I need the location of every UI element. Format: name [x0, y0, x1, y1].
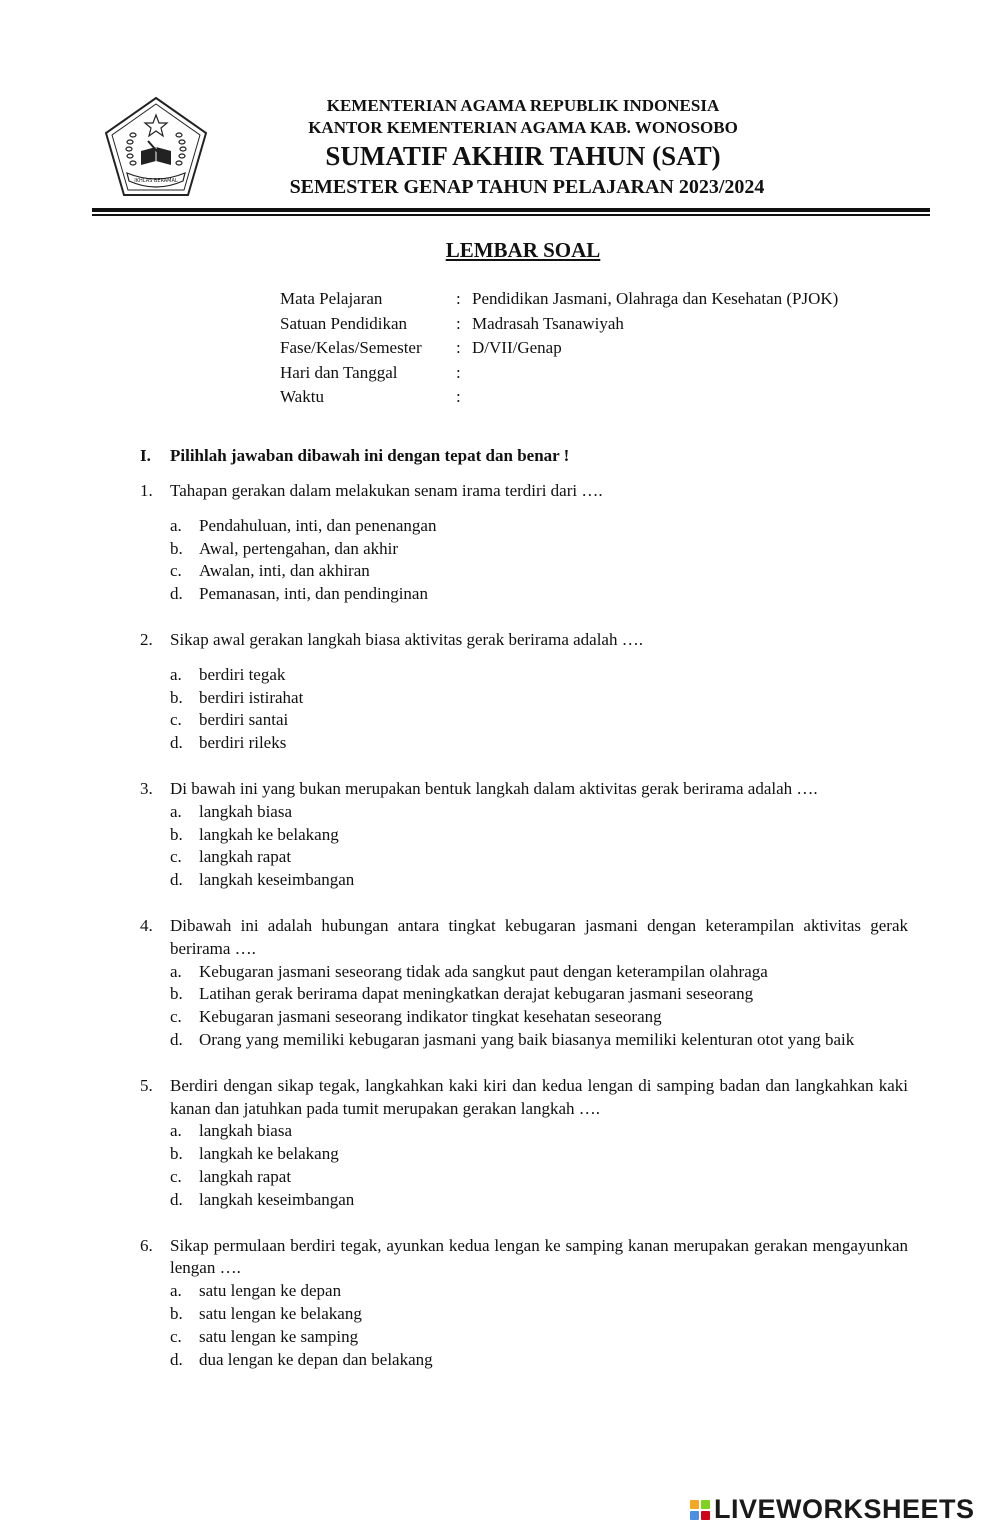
option-text: dua lengan ke depan dan belakang — [199, 1349, 433, 1369]
option-letter: d. — [170, 733, 183, 753]
letterhead — [0, 95, 1000, 201]
header-line-exam: SUMATIF AKHIR TAHUN (SAT) — [325, 141, 721, 171]
header-line-ministry: KEMENTERIAN AGAMA REPUBLIK INDONESIA — [326, 96, 720, 115]
header-line-semester: SEMESTER GENAP TAHUN PELAJARAN 2023/2024 — [289, 176, 765, 198]
question-number: 4. — [140, 915, 153, 935]
option-letter: a. — [170, 961, 182, 981]
option-letter: d. — [170, 1029, 183, 1049]
logo-square — [690, 1500, 699, 1509]
option-letter: d. — [170, 870, 183, 890]
question-6 — [140, 1235, 908, 1372]
option-text: berdiri rileks — [199, 733, 287, 753]
option-a[interactable] — [170, 801, 908, 824]
header-divider-thin — [92, 214, 930, 216]
info-value: Pendidikan Jasmani, Olahraga dan Kesehatan (PJOK) — [472, 289, 839, 308]
option-letter: c. — [170, 1007, 182, 1027]
option-letter: b. — [170, 824, 183, 844]
option-letter: b. — [170, 1303, 183, 1323]
question-5 — [140, 1075, 908, 1212]
header-divider-thick — [92, 208, 930, 212]
option-text: Latihan gerak berirama dapat meningkatkan derajat kebugaran jasmani seseorang — [199, 984, 754, 1004]
info-colon: : — [456, 387, 461, 406]
option-letter: a. — [170, 1121, 182, 1141]
option-text: berdiri istirahat — [199, 687, 304, 707]
option-d[interactable] — [170, 1029, 908, 1052]
option-text: Pemanasan, inti, dan pendinginan — [199, 584, 428, 604]
question-text: Sikap permulaan berdiri tegak, ayunkan kedua lengan ke samping kanan merupakan gerakan mengayunkan lengan …. — [170, 1235, 908, 1278]
option-a[interactable] — [170, 664, 908, 687]
logo-square — [701, 1500, 710, 1509]
liveworksheets-logo-icon — [690, 1500, 710, 1520]
option-text: Pendahuluan, inti, dan penenangan — [199, 515, 437, 535]
option-b[interactable] — [170, 824, 908, 847]
section-number: I. — [140, 446, 151, 465]
option-a[interactable] — [170, 1120, 908, 1143]
option-text: Orang yang memiliki kebugaran jasmani yang baik biasanya memiliki kelenturan otot yang baik — [199, 1029, 855, 1049]
option-letter: b. — [170, 1144, 183, 1164]
info-row — [280, 385, 838, 410]
question-text: Di bawah ini yang bukan merupakan bentuk langkah dalam aktivitas gerak berirama adalah …. — [170, 778, 818, 798]
option-text: langkah keseimbangan — [199, 870, 355, 890]
option-text: langkah rapat — [199, 1166, 292, 1186]
question-text: Tahapan gerakan dalam melakukan senam irama terdiri dari …. — [170, 481, 603, 500]
question-number: 2. — [140, 629, 153, 649]
option-c[interactable] — [170, 709, 908, 732]
option-b[interactable] — [170, 687, 908, 710]
logo-square — [690, 1511, 699, 1520]
option-a[interactable] — [170, 1280, 908, 1303]
option-text: langkah biasa — [199, 801, 292, 821]
question-1 — [140, 480, 908, 606]
option-d[interactable] — [170, 1189, 908, 1212]
logo-square — [701, 1511, 710, 1520]
option-text: Kebugaran jasmani seseorang indikator tingkat kesehatan seseorang — [199, 1007, 662, 1027]
option-letter: a. — [170, 801, 182, 821]
option-a[interactable] — [170, 515, 908, 538]
header-line-office: KANTOR KEMENTERIAN AGAMA KAB. WONOSOBO — [308, 118, 738, 137]
liveworksheets-wordmark: LIVEWORKSHEETS — [714, 1494, 975, 1524]
option-c[interactable] — [170, 1006, 908, 1029]
option-text: satu lengan ke belakang — [199, 1303, 362, 1323]
exam-info — [280, 287, 838, 410]
question-number: 1. — [140, 481, 153, 500]
info-row — [280, 361, 838, 386]
question-number: 3. — [140, 778, 153, 798]
option-text: langkah rapat — [199, 847, 292, 867]
option-d[interactable] — [170, 583, 908, 606]
question-text: Berdiri dengan sikap tegak, langkahkan kaki kiri dan kedua lengan di samping badan dan langkahkan kaki kanan dan jatuhkan pada tumit merupakan gerakan langkah …. — [170, 1075, 908, 1118]
option-letter: d. — [170, 1349, 183, 1369]
option-text: langkah biasa — [199, 1121, 292, 1141]
option-letter: c. — [170, 1326, 182, 1346]
option-c[interactable] — [170, 846, 908, 869]
option-letter: a. — [170, 515, 182, 535]
section-heading — [140, 446, 569, 466]
option-c[interactable] — [170, 1166, 908, 1189]
info-label: Mata Pelajaran — [280, 289, 383, 308]
option-text: Awal, pertengahan, dan akhir — [199, 538, 399, 558]
option-letter: b. — [170, 984, 183, 1004]
option-c[interactable] — [170, 560, 908, 583]
option-letter: a. — [170, 664, 182, 684]
question-number: 5. — [140, 1075, 153, 1095]
info-row — [280, 312, 838, 337]
option-b[interactable] — [170, 538, 908, 561]
option-letter: c. — [170, 561, 182, 581]
option-letter: b. — [170, 687, 183, 707]
question-2 — [140, 629, 908, 755]
question-3 — [140, 778, 908, 892]
option-text: satu lengan ke depan — [199, 1281, 342, 1301]
info-label: Waktu — [280, 387, 324, 406]
option-letter: c. — [170, 1166, 182, 1186]
option-text: langkah keseimbangan — [199, 1189, 355, 1209]
option-d[interactable] — [170, 869, 908, 892]
option-text: Kebugaran jasmani seseorang tidak ada sangkut paut dengan keterampilan olahraga — [199, 961, 768, 981]
svg-text:IKHLAS BERAMAL: IKHLAS BERAMAL — [134, 178, 178, 184]
option-text: langkah ke belakang — [199, 824, 339, 844]
info-colon: : — [456, 362, 461, 382]
option-letter: c. — [170, 710, 182, 730]
question-number: 6. — [140, 1235, 153, 1255]
info-value: D/VII/Genap — [472, 338, 562, 357]
info-colon: : — [456, 289, 461, 308]
info-row — [280, 287, 838, 312]
option-b[interactable] — [170, 983, 908, 1006]
option-b[interactable] — [170, 1143, 908, 1166]
option-letter: d. — [170, 584, 183, 604]
question-4 — [140, 915, 908, 1052]
option-text: berdiri tegak — [199, 664, 286, 684]
document-title: LEMBAR SOAL — [445, 238, 601, 262]
liveworksheets-watermark[interactable] — [690, 1494, 975, 1525]
question-text: Sikap awal gerakan langkah biasa aktivitas gerak berirama adalah …. — [170, 629, 643, 649]
info-label: Hari dan Tanggal — [280, 362, 398, 382]
question-list — [140, 480, 908, 1394]
option-text: satu lengan ke samping — [199, 1326, 359, 1346]
option-letter: b. — [170, 538, 183, 558]
info-label: Satuan Pendidikan — [280, 313, 408, 333]
option-text: Awalan, inti, dan akhiran — [199, 561, 370, 581]
option-letter: c. — [170, 847, 182, 867]
option-text: berdiri santai — [199, 710, 289, 730]
option-letter: d. — [170, 1189, 183, 1209]
info-colon: : — [456, 338, 461, 357]
option-a[interactable] — [170, 961, 908, 984]
info-value: Madrasah Tsanawiyah — [472, 313, 624, 333]
section-instruction: Pilihlah jawaban dibawah ini dengan tepat dan benar ! — [170, 446, 570, 465]
info-colon: : — [456, 313, 461, 333]
option-d[interactable] — [170, 1349, 908, 1372]
info-label: Fase/Kelas/Semester — [280, 338, 422, 357]
question-text: Dibawah ini adalah hubungan antara tingkat kebugaran jasmani dengan keterampilan aktivitas gerak berirama …. — [170, 915, 908, 958]
option-b[interactable] — [170, 1303, 908, 1326]
info-row — [280, 336, 838, 361]
option-d[interactable] — [170, 732, 908, 755]
option-c[interactable] — [170, 1326, 908, 1349]
option-letter: a. — [170, 1281, 182, 1301]
option-text: langkah ke belakang — [199, 1144, 339, 1164]
